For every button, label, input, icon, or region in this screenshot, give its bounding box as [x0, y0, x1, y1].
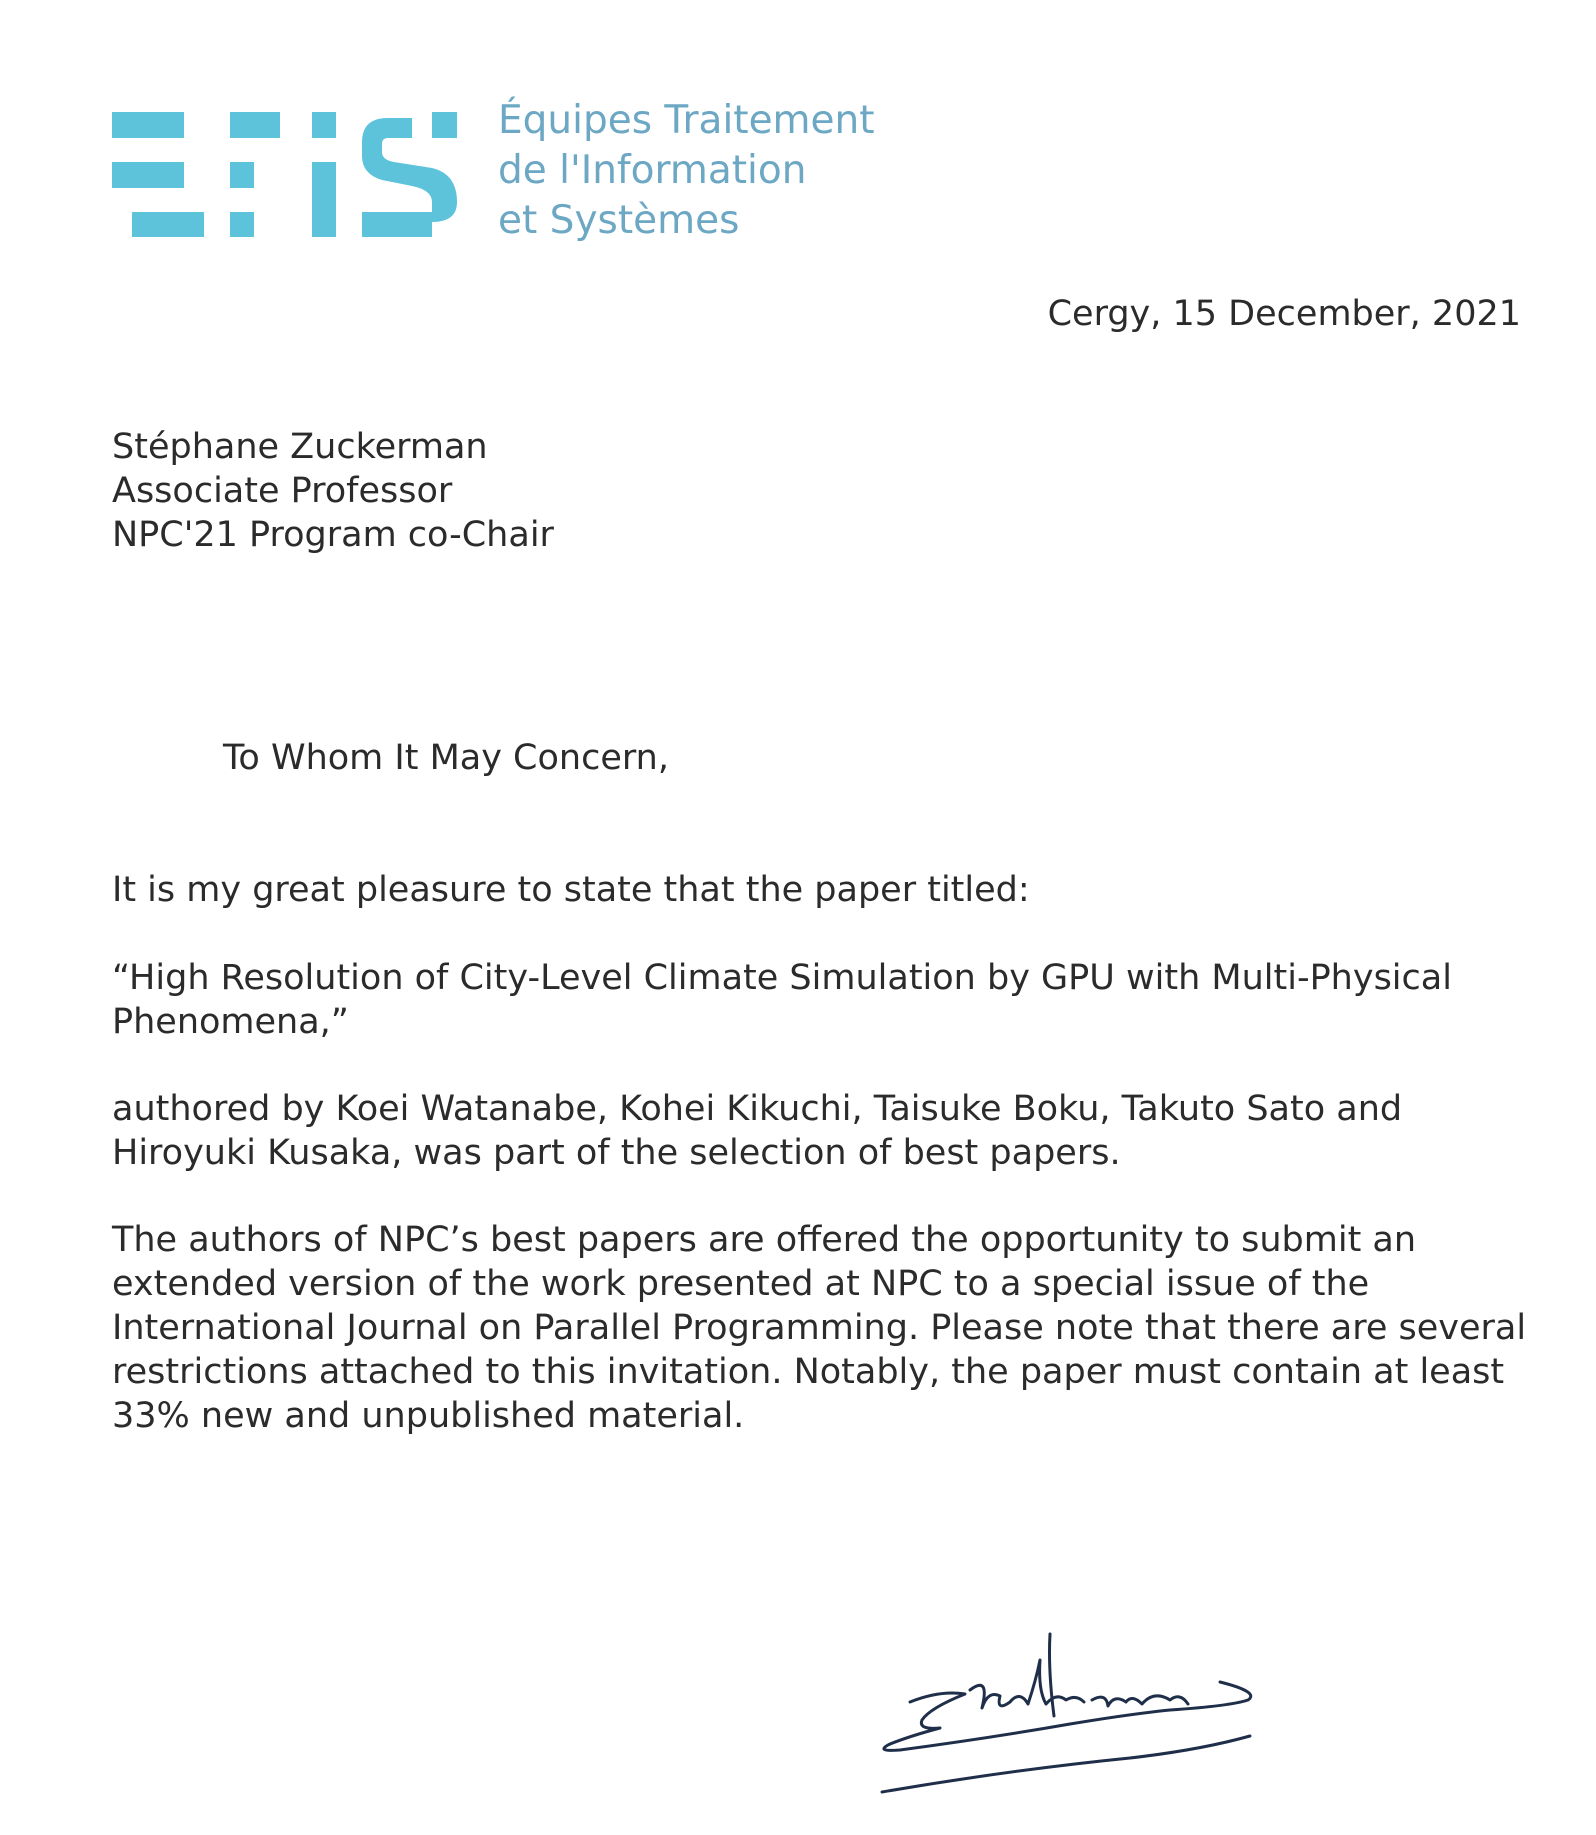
letter-body — [112, 868, 1532, 1481]
sender-name: Stéphane Zuckerman — [112, 427, 488, 467]
body-paragraph-title: “High Resolution of City-Level Climate Simulation by GPU with Multi-Physical Phenomena,” — [112, 958, 1452, 1042]
body-paragraph-intro: It is my great pleasure to state that the paper titled: — [112, 870, 1030, 910]
sender-block — [112, 425, 554, 557]
salutation: To Whom It May Concern, — [223, 738, 669, 778]
logo-line-1: Équipes Traitement — [498, 98, 875, 143]
body-paragraph-invitation: The authors of NPC’s best papers are offered the opportunity to submit an extended version of the work presented at NPC to a special issue of the International Journal on Parallel Programming. Please note that there are several restrictions attached to this invitation. Notably, the paper must contain at least 33% new and unpublished material. — [112, 1220, 1527, 1436]
letter-date: Cergy, 15 December, 2021 — [1047, 294, 1521, 334]
logo-line-2: de l'Information — [498, 148, 807, 193]
body-paragraph-authors: authored by Koei Watanabe, Kohei Kikuchi, Taisuke Boku, Takuto Sato and Hiroyuki Kusaka, was part of the selection of best papers. — [112, 1089, 1403, 1173]
sender-title: Associate Professor — [112, 471, 453, 511]
logo-wordmark — [498, 96, 875, 246]
etis-logo-mark — [112, 112, 457, 237]
logo-line-3: et Systèmes — [498, 198, 740, 243]
sender-role: NPC'21 Program co-Chair — [112, 515, 554, 555]
handwritten-signature — [870, 1620, 1270, 1800]
